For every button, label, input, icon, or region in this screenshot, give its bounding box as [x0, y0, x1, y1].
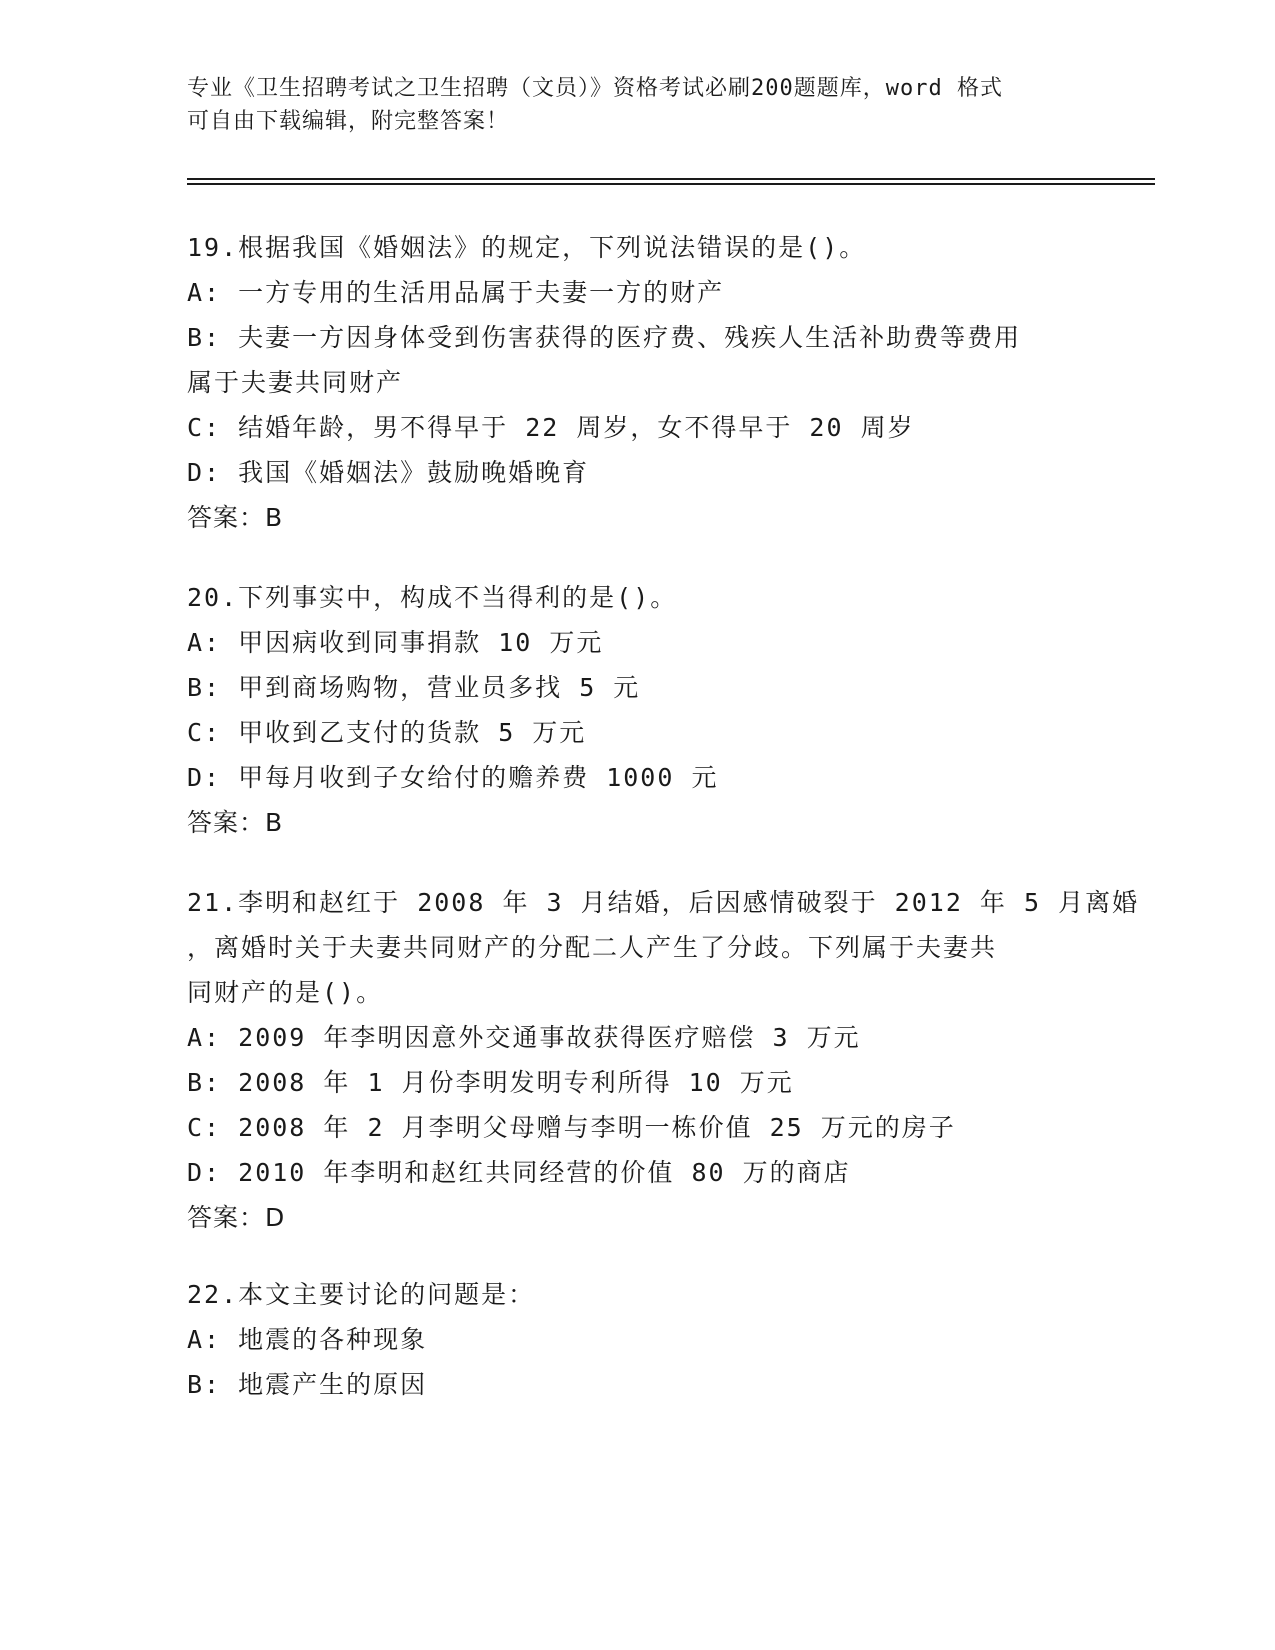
question-21 — [187, 880, 1140, 1240]
option-b: B: 地震产生的原因 — [187, 1370, 428, 1399]
header-line-2: 可自由下载编辑，附完整答案！ — [187, 109, 510, 134]
option-c: C: 2008 年 2 月李明父母赠与李明一栋价值 25 万元的房子 — [187, 1113, 956, 1142]
header-line-1: 专业《卫生招聘考试之卫生招聘（文员）》资格考试必刷200题题库，word 格式 — [187, 76, 1003, 101]
option-a: A: 甲因病收到同事捐款 10 万元 — [187, 628, 604, 657]
option-c: C: 结婚年龄，男不得早于 22 周岁，女不得早于 20 周岁 — [187, 413, 915, 442]
question-stem-line-1: 21.李明和赵红于 2008 年 3 月结婚，后因感情破裂于 2012 年 5 月离婚 — [187, 888, 1140, 917]
question-22 — [187, 1272, 1087, 1407]
option-a: A: 一方专用的生活用品属于夫妻一方的财产 — [187, 278, 725, 307]
option-d: D: 甲每月收到子女给付的赡养费 1000 元 — [187, 763, 719, 792]
question-20 — [187, 575, 1087, 845]
option-b: B: 2008 年 1 月份李明发明专利所得 10 万元 — [187, 1068, 794, 1097]
question-stem: 19.根据我国《婚姻法》的规定，下列说法错误的是()。 — [187, 233, 867, 262]
option-d: D: 我国《婚姻法》鼓励晚婚晚育 — [187, 458, 590, 487]
header-divider-top — [187, 178, 1155, 180]
question-stem: 22.本文主要讨论的问题是： — [187, 1280, 536, 1309]
option-b: B: 甲到商场购物，营业员多找 5 元 — [187, 673, 641, 702]
header-divider-bottom — [187, 183, 1155, 185]
option-a: A: 地震的各种现象 — [187, 1325, 428, 1354]
question-stem-line-3: 同财产的是()。 — [187, 978, 384, 1007]
answer-label: 答案：D — [187, 1203, 286, 1232]
option-d: D: 2010 年李明和赵红共同经营的价值 80 万的商店 — [187, 1158, 851, 1187]
option-b-line-1: B: 夫妻一方因身体受到伤害获得的医疗费、残疾人生活补助费等费用 — [187, 323, 1022, 352]
question-19 — [187, 225, 1087, 540]
question-stem: 20.下列事实中，构成不当得利的是()。 — [187, 583, 678, 612]
question-stem-line-2: ，离婚时关于夫妻共同财产的分配二人产生了分歧。下列属于夫妻共 — [187, 933, 998, 962]
answer-label: 答案：B — [187, 808, 284, 837]
option-a: A: 2009 年李明因意外交通事故获得医疗赔偿 3 万元 — [187, 1023, 861, 1052]
option-b-line-2: 属于夫妻共同财产 — [187, 368, 404, 397]
document-header — [187, 72, 1087, 138]
answer-label: 答案：B — [187, 503, 284, 532]
option-c: C: 甲收到乙支付的货款 5 万元 — [187, 718, 587, 747]
